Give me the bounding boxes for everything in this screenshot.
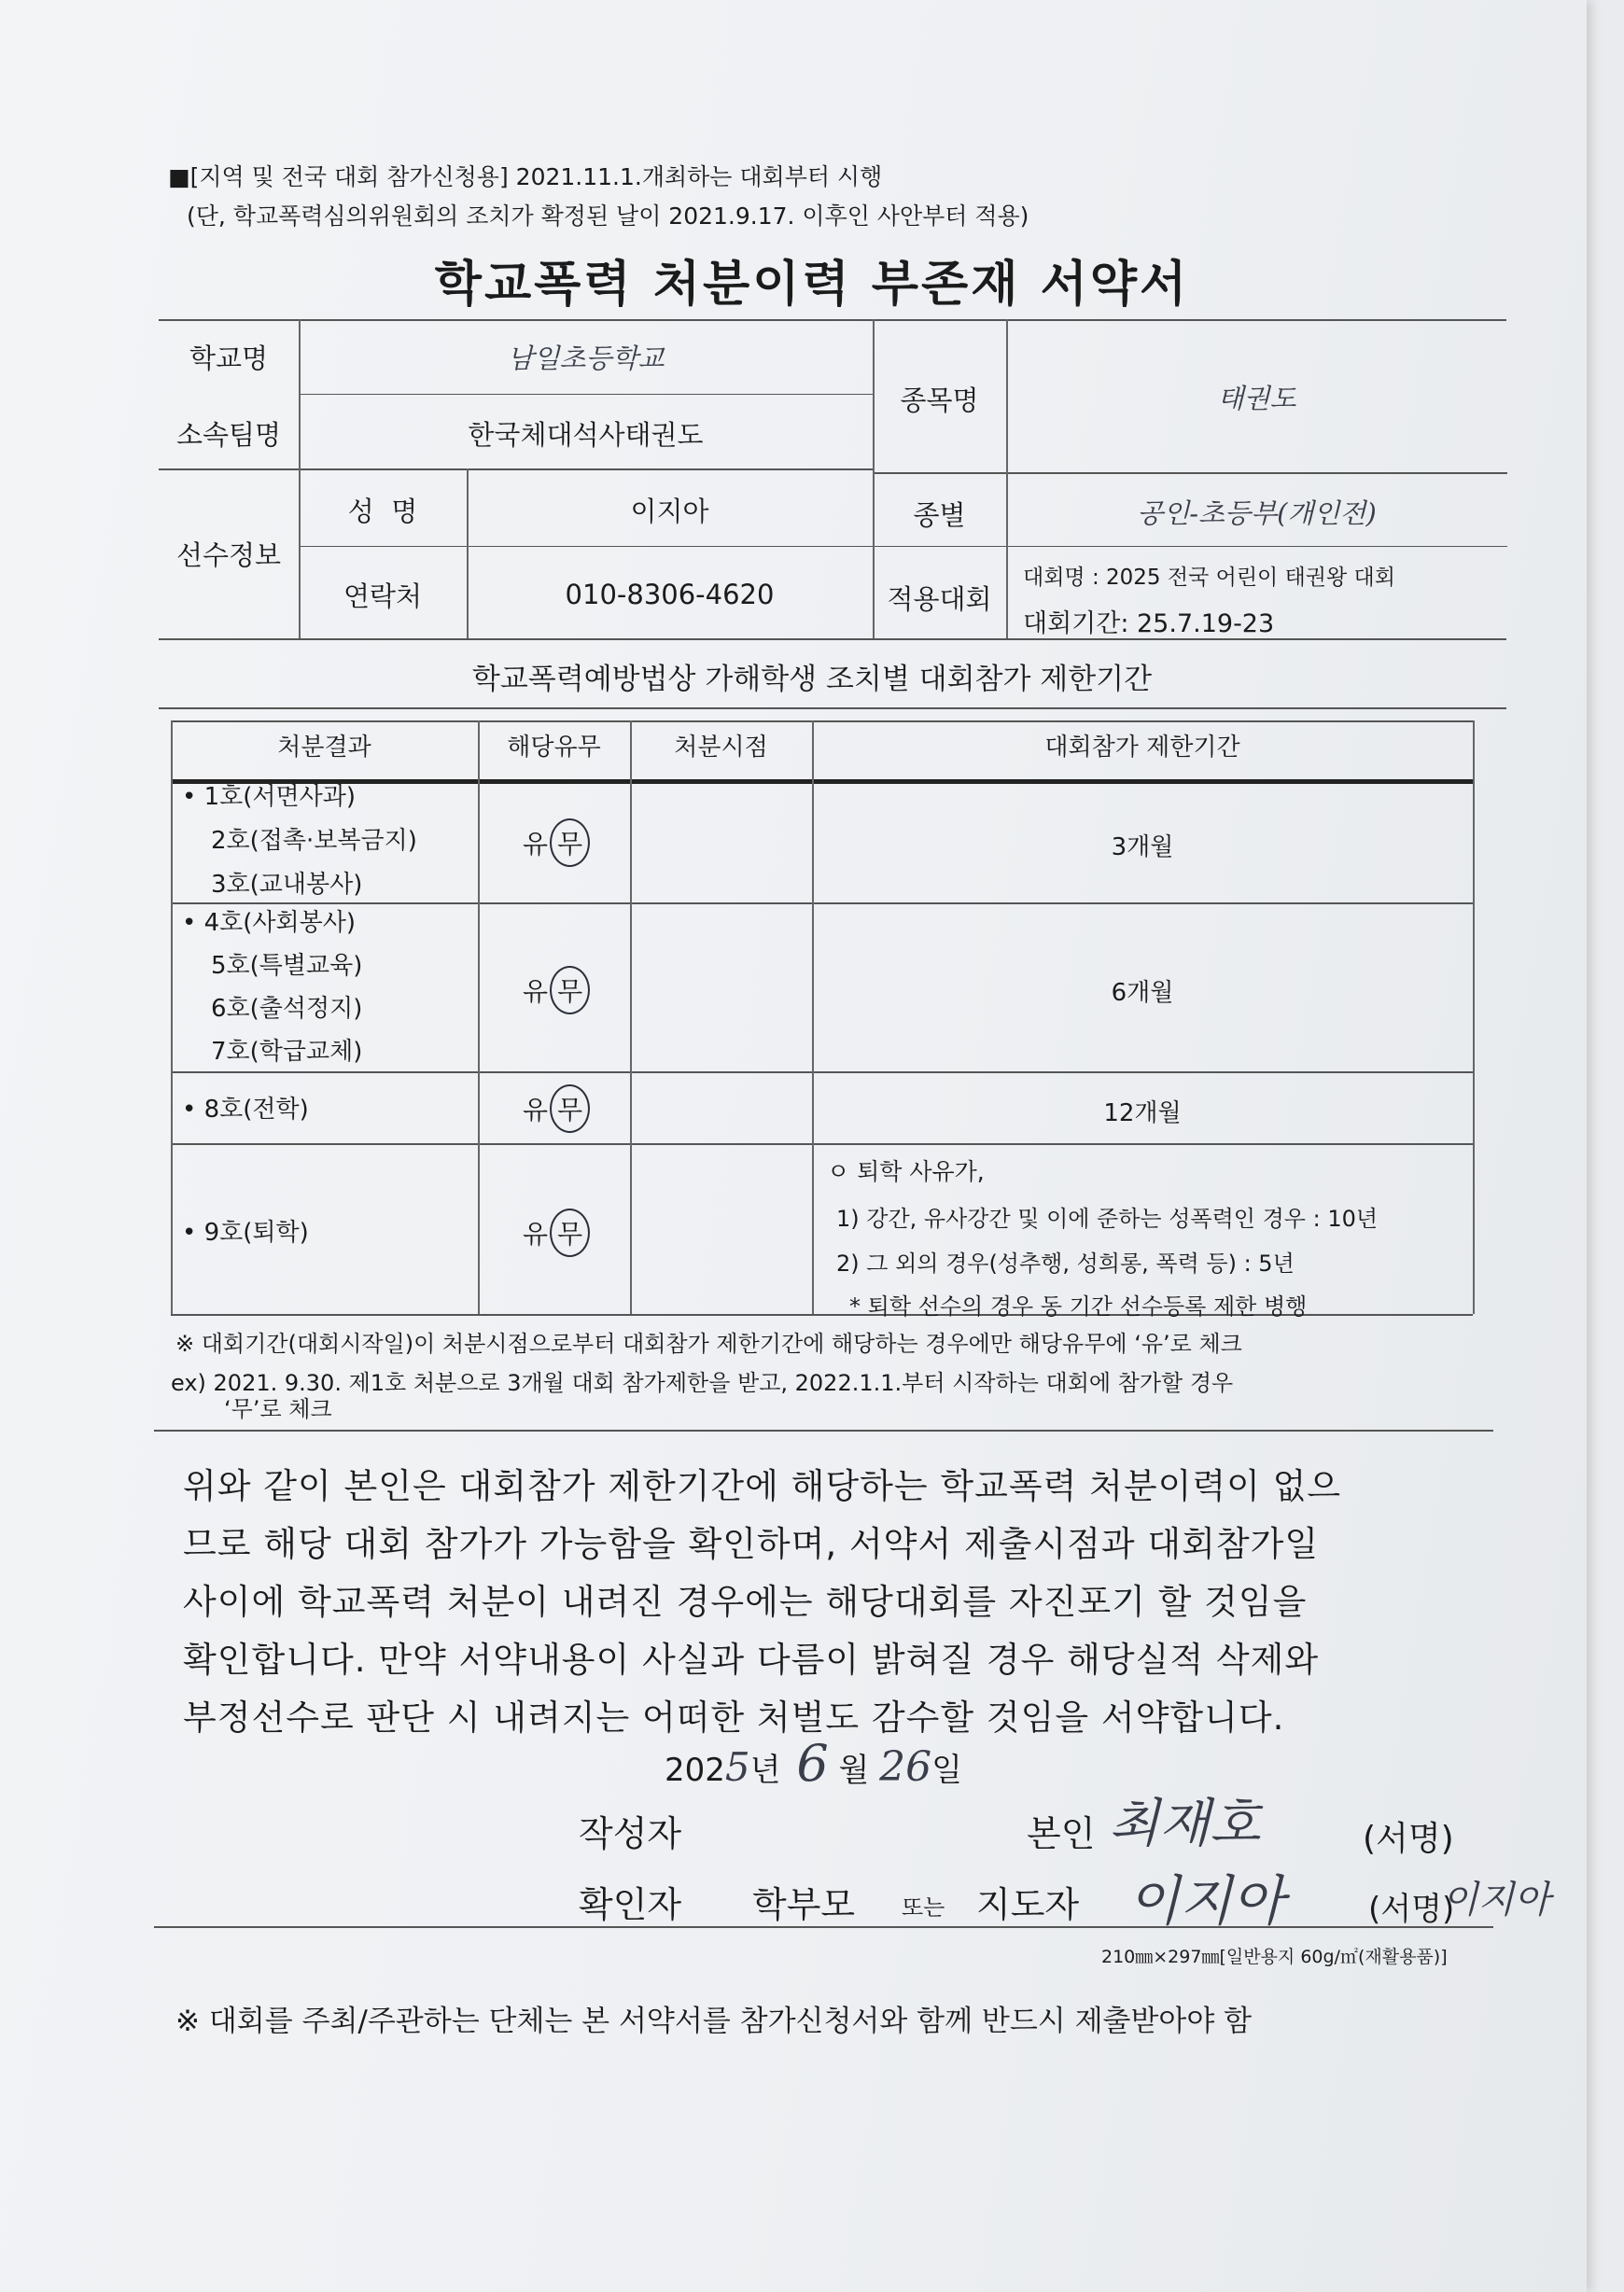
school-value: 남일초등학교 xyxy=(507,342,665,374)
table-row-item: • 4호(사회봉사) xyxy=(182,909,357,937)
mu-circled: 무 xyxy=(550,1209,590,1257)
coach-signature-overlay: 이지아 xyxy=(1442,1879,1550,1922)
limit-value: 12개월 xyxy=(1103,1099,1182,1127)
table-row-item: • 1호(서면사과) xyxy=(182,783,357,811)
limit-line: * 퇴학 선수의 경우 동 기간 선수등록 제한 병행 xyxy=(849,1293,1308,1320)
table-row-item: 2호(접촉·보복금지) xyxy=(211,827,417,855)
yu-mu-check[interactable]: 유 무 xyxy=(523,966,590,1014)
event-period: 대회기간: 25.7.19-23 xyxy=(1023,609,1275,638)
self-label: 본인 xyxy=(1027,1813,1096,1854)
contact-label: 연락처 xyxy=(343,580,423,612)
mu-circled: 무 xyxy=(550,966,590,1014)
self-signature: 최재호 xyxy=(1109,1794,1261,1854)
team-label: 소속팀명 xyxy=(175,419,282,451)
limit-line: 2) 그 외의 경우(성추행, 성희롱, 폭력 등) : 5년 xyxy=(836,1251,1295,1277)
table-row-item: • 8호(전학) xyxy=(182,1096,309,1124)
sign-mark-2: (서명) xyxy=(1368,1891,1455,1928)
event-label: 적용대회 xyxy=(887,583,992,615)
table-row-item: 7호(학급교체) xyxy=(211,1038,363,1066)
yu-mu-check[interactable]: 유 무 xyxy=(523,818,590,867)
name-label: 성 명 xyxy=(347,496,418,527)
coach-label: 지도자 xyxy=(976,1884,1080,1925)
school-label: 학교명 xyxy=(189,342,269,374)
or-label: 또는 xyxy=(902,1894,945,1921)
parent-label: 학부모 xyxy=(752,1884,856,1925)
confirm-label: 확인자 xyxy=(579,1884,682,1925)
note-1: ※ 대회기간(대회시작일)이 처분시점으로부터 대회참가 제한기간에 해당하는 경우에만 해당유무에 ‘유’로 체크 xyxy=(175,1331,1242,1357)
contact-value: 010-8306-4620 xyxy=(565,579,775,610)
paper-spec: 210㎜×297㎜[일반용지 60g/㎡(재활용품)] xyxy=(1101,1947,1448,1967)
mu-circled: 무 xyxy=(550,1084,590,1133)
page-title: 학교폭력 처분이력 부존재 서약서 xyxy=(434,257,1190,313)
body-line: 부정선수로 판단 시 내려지는 어떠한 처벌도 감수할 것임을 서약합니다. xyxy=(183,1698,1285,1738)
body-line: 확인합니다. 만약 서약내용이 사실과 다름이 밝혀질 경우 해당실적 삭제와 xyxy=(183,1640,1320,1680)
limit-value: 6개월 xyxy=(1111,979,1174,1007)
mu-circled: 무 xyxy=(550,818,590,867)
footer-note: ※ 대회를 주최/주관하는 단체는 본 서약서를 참가신청서와 함께 반드시 제출받아야 함 xyxy=(175,2005,1253,2038)
header-line-2: (단, 학교폭력심의위원회의 조치가 확정된 날이 2021.9.17. 이후인 사안부터 적용) xyxy=(187,203,1029,230)
team-value: 한국체대석사태권도 xyxy=(468,419,704,451)
restriction-subtitle: 학교폭력예방법상 가해학생 조치별 대회참가 제한기간 xyxy=(471,663,1153,696)
table-row-item: 5호(특별교육) xyxy=(211,952,363,980)
table-row-item: • 9호(퇴학) xyxy=(182,1219,309,1247)
player-info-label: 선수정보 xyxy=(175,539,282,571)
name-value: 이지아 xyxy=(630,496,709,527)
event-name: 대회명 : 2025 전국 어린이 태권왕 대회 xyxy=(1023,566,1395,590)
note-3: ‘무’로 체크 xyxy=(224,1396,332,1422)
category-value: 공인-초등부(개인전) xyxy=(1137,497,1377,529)
header-line-1: ■[지역 및 전국 대회 참가신청용] 2021.11.1.개최하는 대회부터 시행 xyxy=(168,163,883,190)
th-applicable: 해당유무 xyxy=(507,734,601,762)
table-row-item: 3호(교내봉사) xyxy=(211,871,363,899)
limit-value: 3개월 xyxy=(1111,833,1174,861)
category-label: 종별 xyxy=(913,499,966,531)
body-line: 므로 해당 대회 참가가 가능함을 확인하며, 서약서 제출시점과 대회참가일 xyxy=(183,1524,1320,1564)
sign-mark: (서명) xyxy=(1363,1820,1454,1858)
th-result: 처분결과 xyxy=(277,734,371,762)
coach-signature: 이지아 xyxy=(1127,1869,1285,1933)
th-time: 처분시점 xyxy=(674,734,768,762)
sign-date: 2025년 6 월 26일 xyxy=(665,1734,963,1793)
th-limit: 대회참가 제한기간 xyxy=(1044,734,1240,762)
writer-label: 작성자 xyxy=(579,1813,682,1854)
table-row-item: 6호(출석정지) xyxy=(211,995,363,1023)
body-line: 위와 같이 본인은 대회참가 제한기간에 해당하는 학교폭력 처분이력이 없으 xyxy=(183,1466,1342,1506)
sport-label: 종목명 xyxy=(900,384,979,416)
sport-value: 태권도 xyxy=(1217,383,1296,414)
body-line: 사이에 학교폭력 처분이 내려진 경우에는 해당대회를 자진포기 할 것임을 xyxy=(183,1582,1308,1622)
limit-line: ㅇ 퇴학 사유가, xyxy=(827,1158,985,1185)
note-2: ex) 2021. 9.30. 제1호 처분으로 3개월 대회 참가제한을 받고, 2022.1.1.부터 시작하는 대회에 참가할 경우 xyxy=(171,1370,1234,1396)
yu-mu-check[interactable]: 유 무 xyxy=(523,1209,590,1257)
yu-mu-check[interactable]: 유 무 xyxy=(523,1084,590,1133)
limit-line: 1) 강간, 유사강간 및 이에 준하는 성폭력인 경우 : 10년 xyxy=(836,1206,1379,1232)
